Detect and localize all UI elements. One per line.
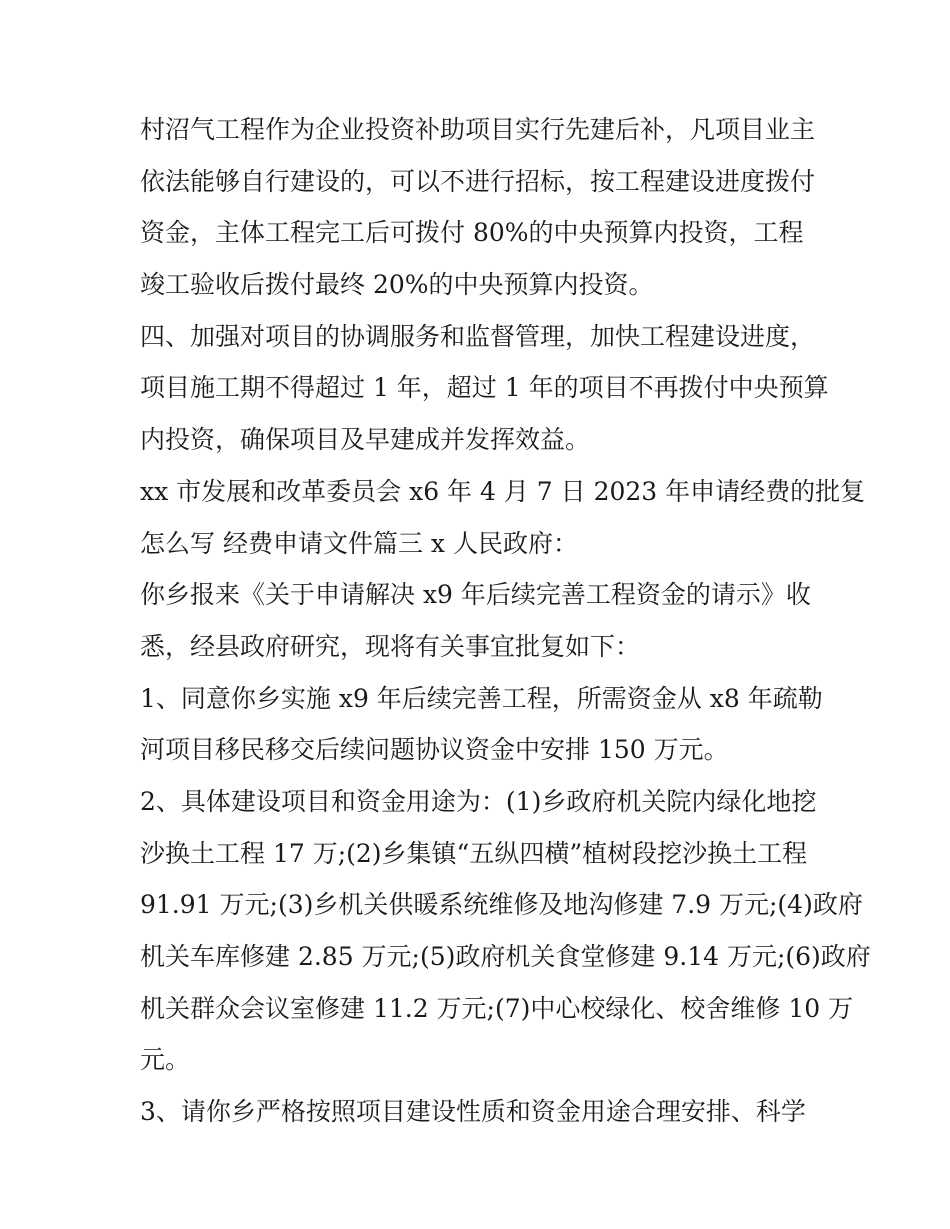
list-item-line: 1、同意你乡实施 x9 年后续完善工程，所需资金从 x8 年疏勒	[140, 683, 823, 713]
text-line: 怎么写 经费申请文件篇三 x 人民政府：	[140, 528, 578, 558]
text-line: 竣工验收后拨付最终 20%的中央预算内投资。	[140, 270, 654, 300]
text-line: 沙换土工程 17 万;(2)乡集镇“五纵四横”植树段挖沙换土工程	[140, 838, 808, 868]
text-line: 悉，经县政府研究，现将有关事宜批复如下：	[140, 631, 641, 661]
text-line: 91.91 万元;(3)乡机关供暖系统维修及地沟修建 7.9 万元;(4)政府	[140, 890, 863, 920]
text-line: 河项目移民移交后续问题协议资金中安排 150 万元。	[140, 735, 729, 765]
text-line: 内投资，确保项目及早建成并发挥效益。	[140, 425, 591, 455]
text-line: 资金，主体工程完工后可拨付 80%的中央预算内投资，工程	[140, 218, 804, 248]
list-item-line: 3、请你乡严格按照项目建设性质和资金用途合理安排、科学	[140, 1097, 806, 1127]
text-line: 元。	[140, 1045, 191, 1075]
text-line: 项目施工期不得超过 1 年，超过 1 年的项目不再拨付中央预算	[140, 373, 829, 403]
document-body	[140, 104, 871, 1138]
text-line: xx 市发展和改革委员会 x6 年 4 月 7 日 2023 年申请经费的批复	[140, 476, 866, 506]
section-heading-line: 四、加强对项目的协调服务和监督管理，加快工程建设进度，	[140, 321, 816, 351]
text-line: 你乡报来《关于申请解决 x9 年后续完善工程资金的请示》收	[140, 580, 811, 610]
text-line: 依法能够自行建设的，可以不进行招标，按工程建设进度拨付	[140, 166, 816, 196]
text-line: 机关车库修建 2.85 万元;(5)政府机关食堂修建 9.14 万元;(6)政府	[140, 942, 871, 971]
text-line: 村沼气工程作为企业投资补助项目实行先建后补，凡项目业主	[140, 115, 816, 144]
text-line: 机关群众会议室修建 11.2 万元;(7)中心校绿化、校舍维修 10 万	[140, 993, 854, 1023]
list-item-line: 2、具体建设项目和资金用途为：(1)乡政府机关院内绿化地挖	[140, 786, 817, 816]
